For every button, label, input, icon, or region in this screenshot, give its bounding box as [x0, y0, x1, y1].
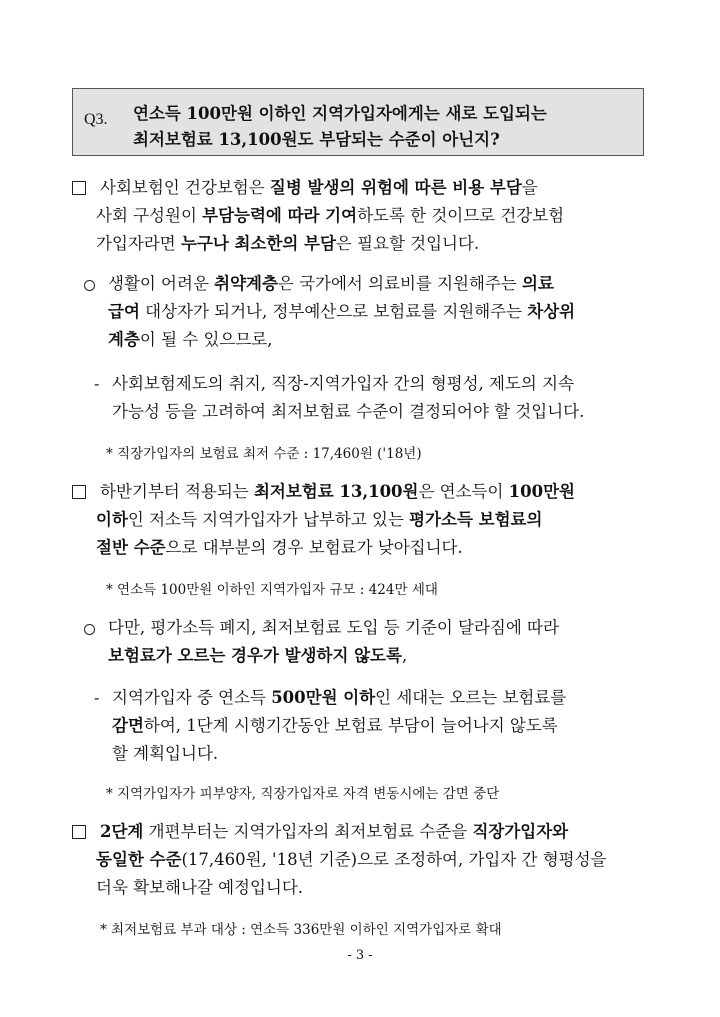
p1o-line-1: 생활이 어려운 취약계층은 국가에서 의료비를 지원해주는 의료	[108, 274, 554, 293]
p3-line-1: 2단계 개편부터는 지역가입자의 최저보험료 수준을 직장가입자와	[100, 822, 569, 841]
p1-line-1: 사회보험인 건강보험은 질병 발생의 위험에 따른 비용 부담을	[100, 178, 538, 197]
p2o-line-2: 보험료가 오르는 경우가 발생하지 않도록,	[108, 646, 408, 665]
p3-line-2: 동일한 수준(17,460원, '18년 기준)으로 조정하여, 가입자 간 형평성을	[96, 850, 607, 869]
note-2: * 연소득 100만원 이하인 지역가입자 규모 : 424만 세대	[106, 582, 438, 598]
p2d-line-2: 감면하여, 1단계 시행기간동안 보험료 부담이 늘어나지 않도록	[112, 716, 558, 735]
p2o-line-1: 다만, 평가소득 폐지, 최저보험료 도입 등 기준이 달라짐에 따라	[108, 618, 559, 637]
p1-line-3: 가입자라면 누구나 최소한의 부담은 필요할 것입니다.	[96, 234, 480, 253]
p1o-line-2: 급여 대상자가 되거나, 정부예산으로 보험료를 지원해주는 차상위	[108, 302, 576, 321]
square-bullet-icon	[72, 485, 86, 499]
dash-bullet-icon: -	[94, 688, 100, 707]
square-bullet-icon	[72, 825, 86, 839]
note-1: * 직장가입자의 보험료 최저 수준 : 17,460원 ('18년)	[106, 446, 422, 462]
question-label: Q3.	[84, 111, 108, 128]
note-3: * 지역가입자가 피부양자, 직장가입자로 자격 변동시에는 감면 중단	[106, 786, 500, 802]
question-line-2: 최저보험료 13,100원도 부담되는 수준이 아닌지?	[133, 130, 500, 149]
p2-line-1: 하반기부터 적용되는 최저보험료 13,100원은 연소득이 100만원	[100, 482, 575, 501]
p2-line-2: 이하인 저소득 지역가입자가 납부하고 있는 평가소득 보험료의	[96, 510, 543, 529]
dash-bullet-icon: -	[94, 374, 100, 393]
p3-line-3: 더욱 확보해나갈 예정입니다.	[96, 878, 304, 897]
p1o-line-3: 계층이 될 수 있으므로,	[108, 330, 273, 349]
p1-line-2: 사회 구성원이 부담능력에 따라 기여하도록 한 것이므로 건강보험	[96, 206, 565, 225]
p2d-line-3: 할 계획입니다.	[112, 744, 219, 763]
question-line-1: 연소득 100만원 이하인 지역가입자에게는 새로 도입되는	[133, 104, 547, 123]
p1d-line-2: 가능성 등을 고려하여 최저보험료 수준이 결정되어야 할 것입니다.	[112, 402, 585, 421]
p1d-line-1: 사회보험제도의 취지, 직장-지역가입자 간의 형평성, 제도의 지속	[112, 374, 574, 393]
page-number: - 3 -	[347, 948, 373, 963]
circle-bullet-icon	[84, 280, 95, 291]
p2-line-3: 절반 수준으로 대부분의 경우 보험료가 낮아집니다.	[96, 538, 463, 557]
square-bullet-icon	[72, 181, 86, 195]
question-box	[72, 88, 644, 156]
p2d-line-1: 지역가입자 중 연소득 500만원 이하인 세대는 오르는 보험료를	[112, 688, 567, 707]
note-4: * 최저보험료 부과 대상 : 연소득 336만원 이하인 지역가입자로 확대	[100, 922, 502, 938]
circle-bullet-icon	[84, 624, 95, 635]
